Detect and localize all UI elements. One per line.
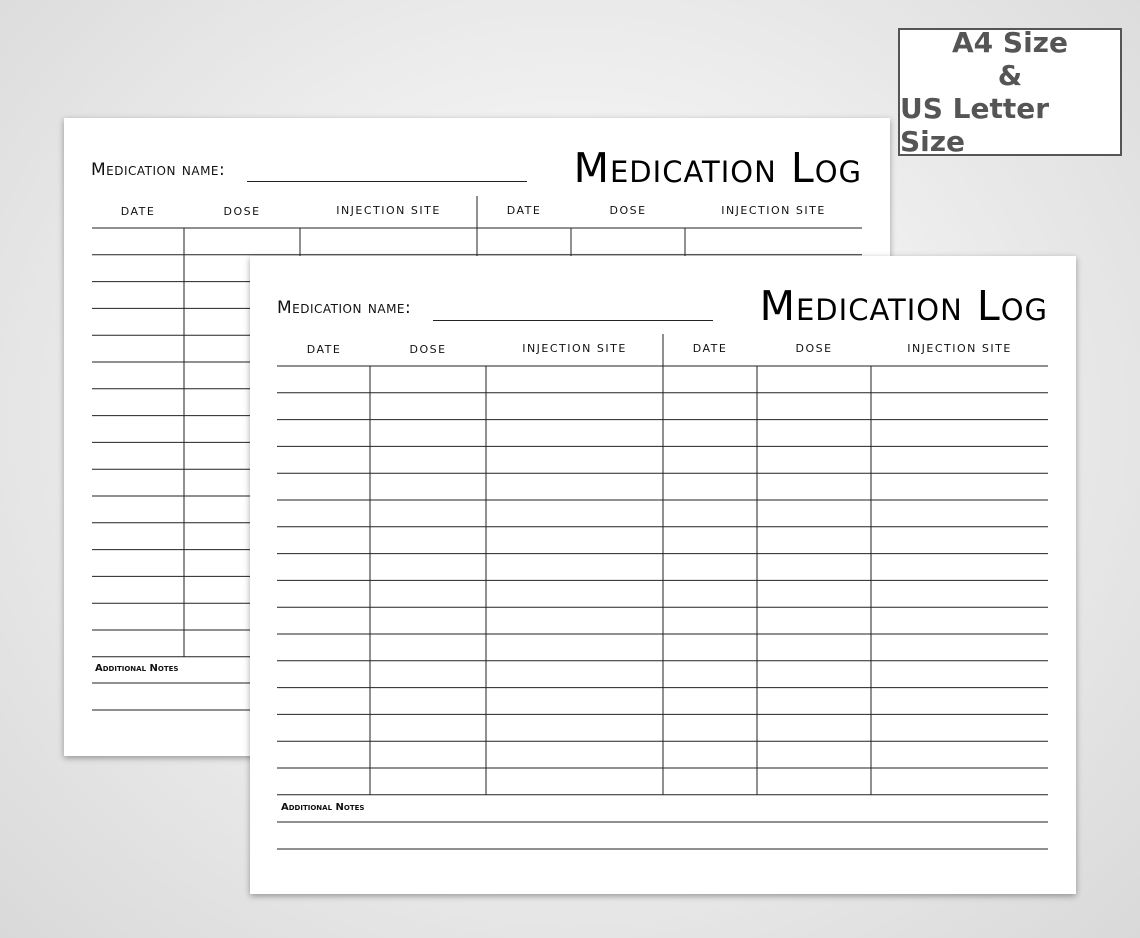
column-header-injection-site-2: INJECTION SITE	[721, 204, 826, 217]
column-header-date-2: DATE	[692, 342, 728, 355]
column-header-dose: DOSE	[223, 205, 261, 218]
column-header-date-2: DATE	[506, 204, 542, 217]
column-header-dose-2: DOSE	[609, 204, 647, 217]
medication-name-label: Medication name:	[277, 298, 412, 318]
column-header-injection-site: INJECTION SITE	[336, 204, 441, 217]
column-header-date: DATE	[120, 205, 156, 218]
page-title: Medication Log	[573, 144, 862, 192]
log-grid	[250, 256, 1076, 894]
medication-name-label: Medication name:	[91, 160, 226, 180]
additional-notes-label: Additional Notes	[281, 802, 365, 813]
badge-line-ampersand: &	[997, 59, 1023, 92]
column-header-dose-2: DOSE	[795, 342, 833, 355]
size-badge	[898, 28, 1122, 156]
badge-line-us-letter: US Letter Size	[900, 92, 1050, 158]
badge-line-a4: A4 Size	[952, 26, 1068, 59]
front-medication-log-sheet	[250, 256, 1076, 894]
column-header-injection-site-2: INJECTION SITE	[907, 342, 1012, 355]
column-header-injection-site: INJECTION SITE	[522, 342, 627, 355]
column-header-dose: DOSE	[409, 343, 447, 356]
page-title: Medication Log	[759, 282, 1048, 330]
column-header-date: DATE	[306, 343, 342, 356]
additional-notes-label: Additional Notes	[95, 663, 179, 674]
